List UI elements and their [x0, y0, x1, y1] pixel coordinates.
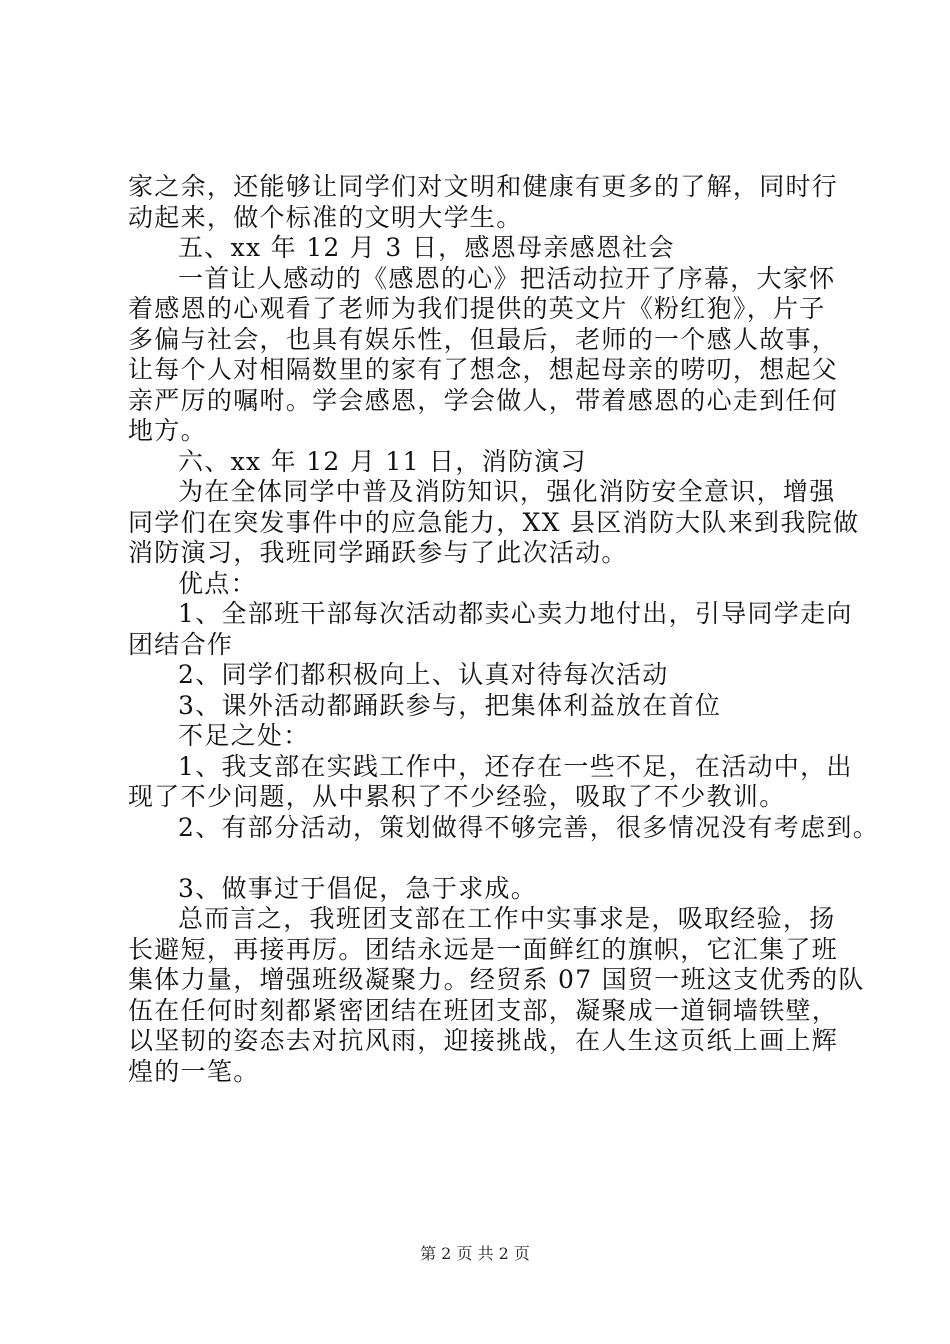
- text-line: 以坚韧的姿态去对抗风雨，迎接挑战，在人生这页纸上画上辉: [128, 1026, 839, 1055]
- list-item: 1、全部班干部每次活动都卖心卖力地付出，引导同学走向: [178, 599, 853, 628]
- text-line: 亲严厉的嘱咐。学会感恩，学会做人，带着感恩的心走到任何: [128, 385, 839, 415]
- text-line: 煌的一笔。: [128, 1056, 260, 1086]
- text-line: 家之余，还能够让同学们对文明和健康有更多的了解，同时行: [128, 172, 839, 201]
- text-line: 多偏与社会，也具有娱乐性，但最后，老师的一个感人故事，: [128, 324, 839, 354]
- section-heading: 五、xx 年 12 月 3 日，感恩母亲感恩社会: [178, 233, 675, 262]
- section-heading: 六、xx 年 12 月 11 日，消防演习: [178, 446, 587, 476]
- text-line: 团结合作: [128, 629, 234, 659]
- page-number-footer: 第 2 页 共 2 页: [420, 1244, 530, 1263]
- document-body: [128, 172, 880, 1087]
- text-line: 一首让人感动的《感恩的心》把活动拉开了序幕，大家怀: [178, 263, 836, 293]
- text-line: 集体力量，增强班级凝聚力。经贸系 07 国贸一班这支优秀的队: [128, 965, 865, 994]
- text-line: 消防演习，我班同学踊跃参与了此次活动。: [128, 538, 628, 567]
- list-item: 3、做事过于倡促，急于求成。: [178, 873, 538, 903]
- text-line: 同学们在突发事件中的应急能力，XX 县区消防大队来到我院做: [128, 507, 860, 537]
- text-line: 为在全体同学中普及消防知识，强化消防安全意识，增强: [178, 477, 836, 506]
- text-line: 地方。: [128, 416, 207, 445]
- text-line: 长避短，再接再厉。团结永远是一面鲜红的旗帜，它汇集了班: [128, 934, 839, 964]
- text-line: 伍在任何时刻都紧密团结在班团支部，凝聚成一道铜墙铁壁，: [128, 995, 839, 1025]
- text-line: 总而言之，我班团支部在工作中实事求是，吸取经验，扬: [178, 904, 836, 933]
- list-item: 2、同学们都积极向上、认真对待每次活动: [178, 660, 669, 689]
- text-line: 动起来，做个标准的文明大学生。: [128, 202, 523, 232]
- list-item: 1、我支部在实践工作中，还存在一些不足，在活动中，出: [178, 751, 853, 781]
- list-item: 2、有部分活动，策划做得不够完善，很多情况没有考虑到。: [178, 812, 880, 842]
- subheading-advantages: 优点：: [178, 568, 257, 598]
- blank-line: [128, 843, 858, 874]
- text-line: 现了不少问题，从中累积了不少经验，吸取了不少教训。: [128, 782, 786, 811]
- text-line: 让每个人对相隔数里的家有了想念，想起母亲的唠叨，想起父: [128, 355, 839, 384]
- text-line: 着感恩的心观看了老师为我们提供的英文片《粉红狍》，片子: [128, 294, 826, 323]
- subheading-shortcomings: 不足之处：: [178, 721, 310, 750]
- list-item: 3、课外活动都踊跃参与，把集体利益放在首位: [178, 690, 722, 720]
